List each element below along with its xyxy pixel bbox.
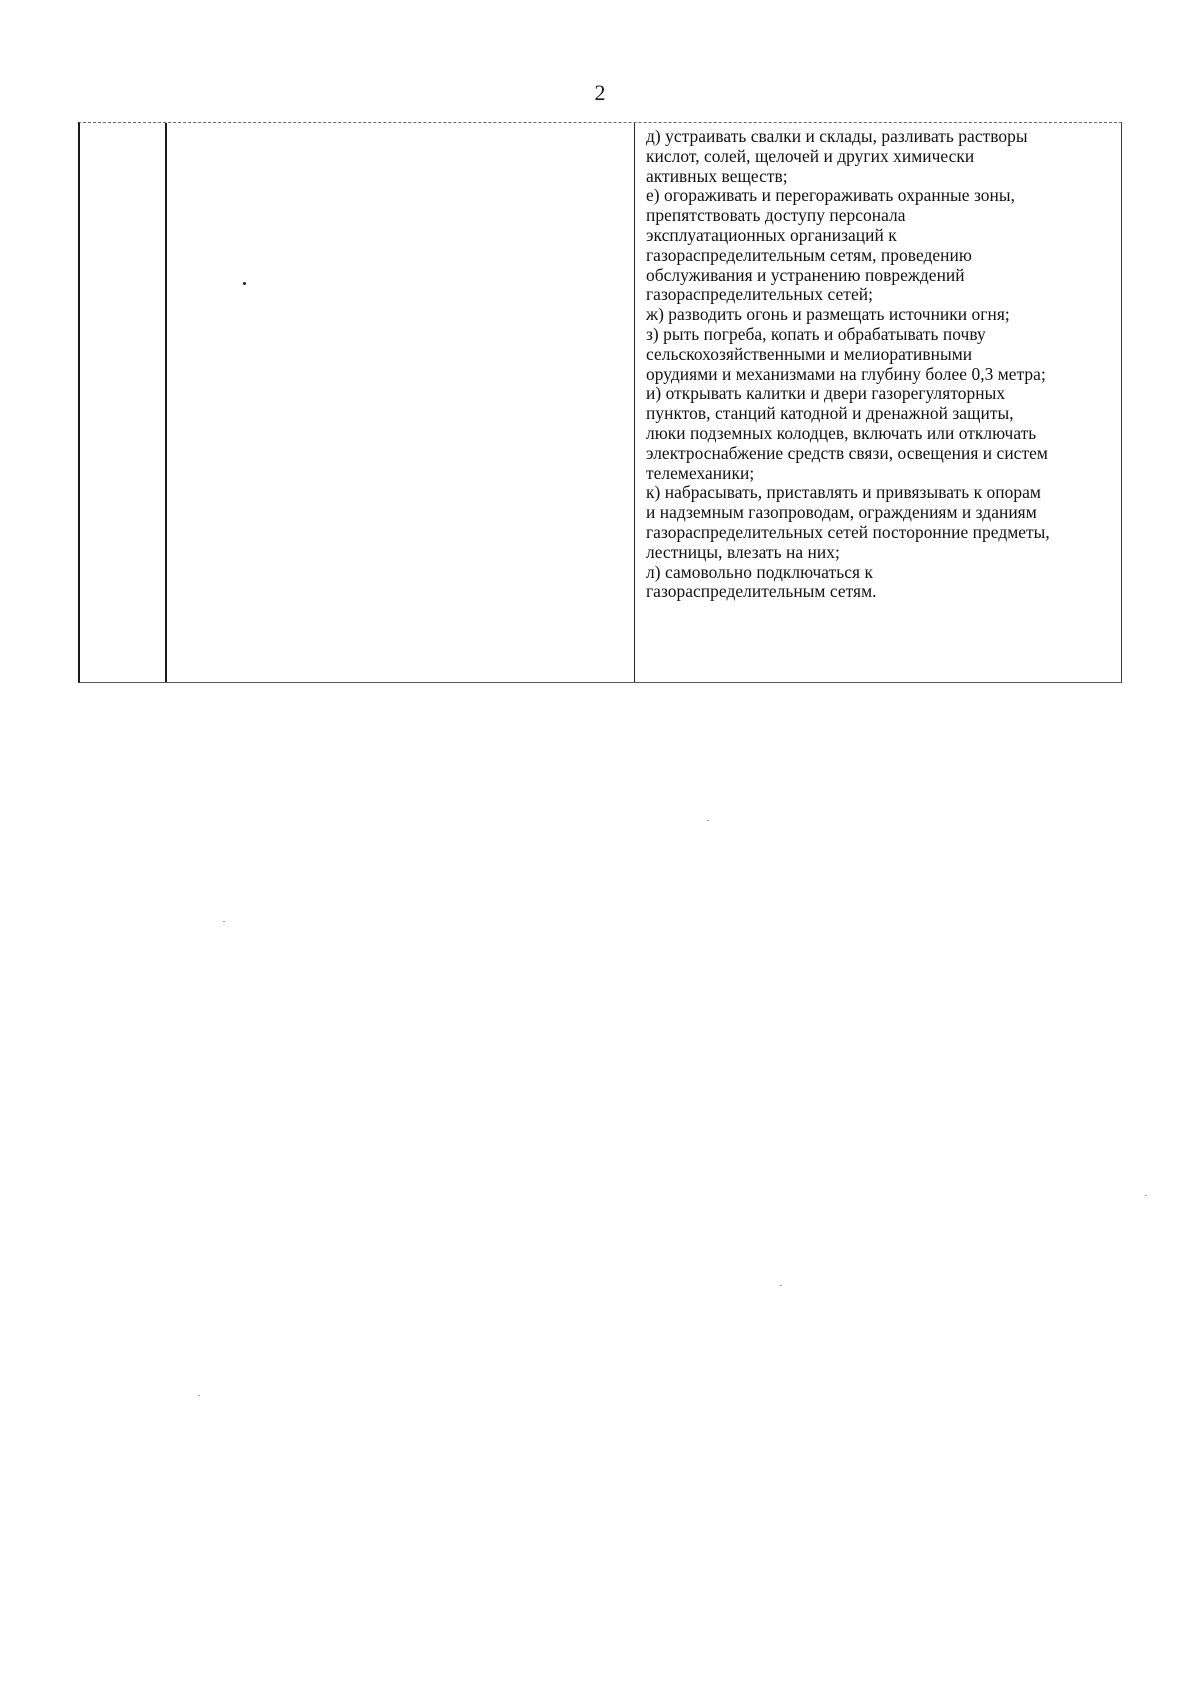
text-line: з) рыть погреба, копать и обрабатывать почву [646,323,986,344]
table-cell-restrictions [635,123,1121,682]
scan-speck [223,921,225,922]
text-line: к) набрасывать, приставлять и привязывать к опорам [646,482,1041,503]
text-line: и) открывать калитки и двери газорегуляторных [646,383,1006,404]
text-line: л) самовольно подключаться к [646,561,873,582]
text-line: газораспределительных сетей посторонние предметы, [646,521,1050,542]
text-line: е) огораживать и перегораживать охранные зоны, [646,185,1016,206]
text-line: газораспределительным сетям, проведению [646,244,972,265]
text-line: кислот, солей, щелочей и других химически [646,145,975,166]
document-table [78,122,1122,683]
text-line: люки подземных колодцев, включать или отключать [646,422,1037,443]
stray-dot-mark [243,282,246,285]
text-line: лестницы, влезать на них; [646,541,840,562]
scan-speck [780,1285,782,1286]
scan-speck [1145,1195,1147,1196]
text-line: газораспределительных сетей; [646,284,873,305]
scan-speck [198,1395,200,1396]
text-line: активных веществ; [646,165,788,186]
text-line: эксплуатационных организаций к [646,224,897,245]
scan-speck [707,820,709,821]
text-line: электроснабжение средств связи, освещения и систем [646,442,1048,463]
text-line: и надземным газопроводам, ограждениям и зданиям [646,502,1037,523]
table-cell-description [167,123,635,682]
page-number: 2 [594,80,606,105]
text-line: сельскохозяйственными и мелиоративными [646,343,973,364]
text-line: орудиями и механизмами на глубину более 0,3 метра; [646,363,1046,384]
text-line: обслуживания и устранению повреждений [646,264,965,285]
text-line: газораспределительным сетям. [646,581,877,602]
text-line: пунктов, станций катодной и дренажной защиты, [646,403,1014,424]
text-line: препятствовать доступу персонала [646,205,906,226]
text-line: ж) разводить огонь и размещать источники огня; [646,304,1010,325]
table-cell-number [80,123,167,682]
text-line: д) устраивать свалки и склады, разливать растворы [646,126,1028,146]
text-line: телемеханики; [646,462,755,483]
